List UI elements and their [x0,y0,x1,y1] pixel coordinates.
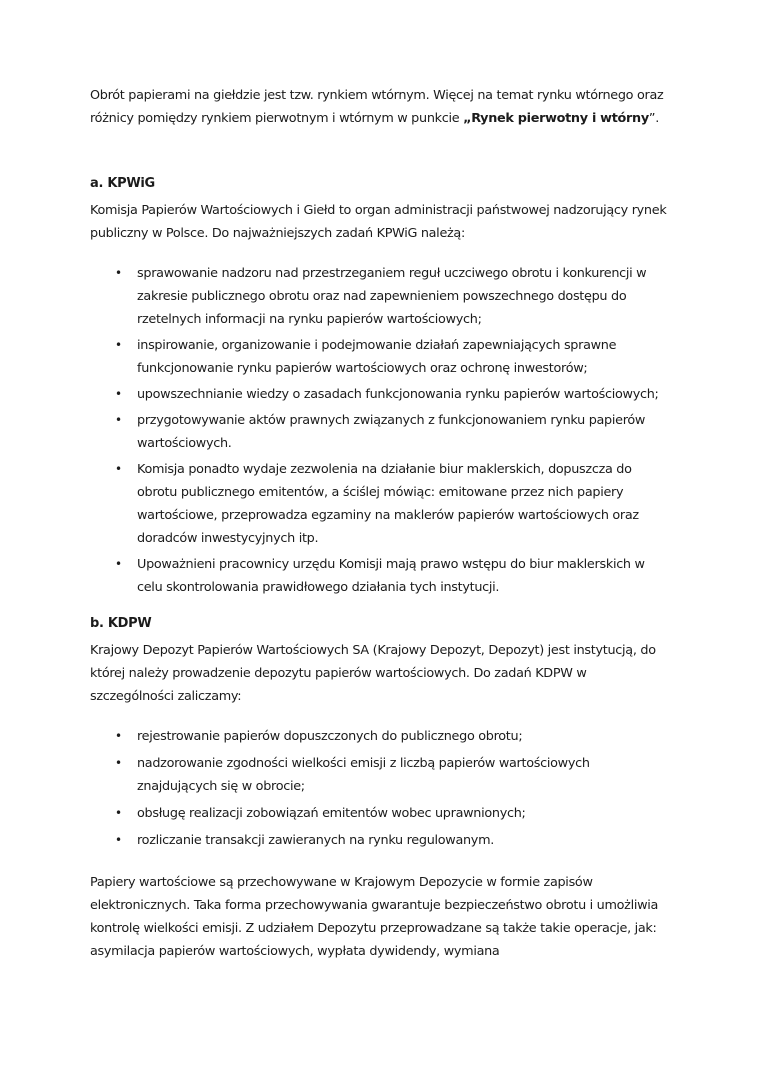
bullet-icon: • [115,462,122,476]
kpwig-intro-paragraph: Komisja Papierów Wartościowych i Giełd to organ administracji państwowej nadzorujący rynek publiczny w Polsce. Do najważniejszych zadań KPWiG należą: [90,203,667,241]
list-item [90,752,670,798]
list-item [90,829,670,852]
list-item [90,725,670,748]
bullet-text: inspirowanie, organizowanie i podejmowanie działań zapewniających sprawne funkcjonowanie rynku papierów wartościowych oraz ochronę inwestorów; [137,338,617,376]
bullet-text: obsługę realizacji zobowiązań emitentów wobec uprawnionych; [137,806,526,821]
list-item [90,409,670,455]
bullet-text: sprawowanie nadzoru nad przestrzeganiem reguł uczciwego obrotu i konkurencji w zakresie publicznego obrotu oraz nad zapewnieniem powszechnego dostępu do rzetelnych informacji na rynku papierów wartościowych; [137,266,647,327]
bullet-icon: • [115,833,122,847]
bullet-icon: • [115,806,122,820]
bullet-icon: • [115,387,122,401]
bullet-text: przygotowywanie aktów prawnych związanych z funkcjonowaniem rynku papierów wartościowych. [137,413,646,451]
list-item [90,458,670,550]
bullet-icon: • [115,266,122,280]
kdpw-bullet-list [90,725,670,852]
list-item [90,383,670,406]
bullet-icon: • [115,338,122,352]
bullet-text: Upoważnieni pracownicy urzędu Komisji mają prawo wstępu do biur maklerskich w celu skontrolowania prawidłowego działania tych instytucji. [137,557,645,595]
bullet-text: nadzorowanie zgodności wielkości emisji z liczbą papierów wartościowych znajdujących się w obrocie; [137,756,590,794]
bullet-icon: • [115,756,122,770]
intro-text-start: Obrót papierami na giełdzie jest tzw. rynkiem wtórnym. Więcej na temat rynku wtórnego oraz różnicy pomiędzy rynkiem pierwotnym i wtórnym w punkcie [90,88,664,126]
list-item [90,802,670,825]
bullet-icon: • [115,413,122,427]
kpwig-bullet-list [90,262,670,599]
closing-paragraph: Papiery wartościowe są przechowywane w Krajowym Depozycie w formie zapisów elektronicznych. Taka forma przechowywania gwarantuje bezpieczeństwo obrotu i umożliwia kontrolę wielkości emisji. Z udziałem Depozytu przeprowadzane są także takie operacje, jak: asymilacja papierów wartościowych, wypłata dywidendy, wymiana [90,875,659,959]
list-item [90,334,670,380]
bullet-text: rejestrowanie papierów dopuszczonych do publicznego obrotu; [137,729,523,744]
bullet-icon: • [115,729,122,743]
section-heading-kpwig: a. KPWiG [90,176,155,191]
bullet-text: Komisja ponadto wydaje zezwolenia na działanie biur maklerskich, dopuszcza do obrotu publicznego emitentów, a ściślej mówiąc: emitowane przez nich papiery wartościowe, przeprowadza egzaminy na maklerów papierów wartościowych oraz doradców inwestycyjnych itp. [137,462,639,546]
intro-paragraph [90,84,670,130]
intro-text-end: ”. [648,111,659,126]
intro-bold-phrase: „Rynek pierwotny i wtórny [463,111,649,126]
bullet-text: rozliczanie transakcji zawieranych na rynku regulowanym. [137,833,495,848]
bullet-text: upowszechnianie wiedzy o zasadach funkcjonowania rynku papierów wartościowych; [137,387,659,402]
bullet-icon: • [115,557,122,571]
section-heading-kdpw: b. KDPW [90,616,152,631]
list-item [90,262,670,331]
kdpw-intro-paragraph: Krajowy Depozyt Papierów Wartościowych SA (Krajowy Depozyt, Depozyt) jest instytucją, do której należy prowadzenie depozytu papierów wartościowych. Do zadań KDPW w szczególności zaliczamy: [90,643,656,704]
list-item [90,553,670,599]
